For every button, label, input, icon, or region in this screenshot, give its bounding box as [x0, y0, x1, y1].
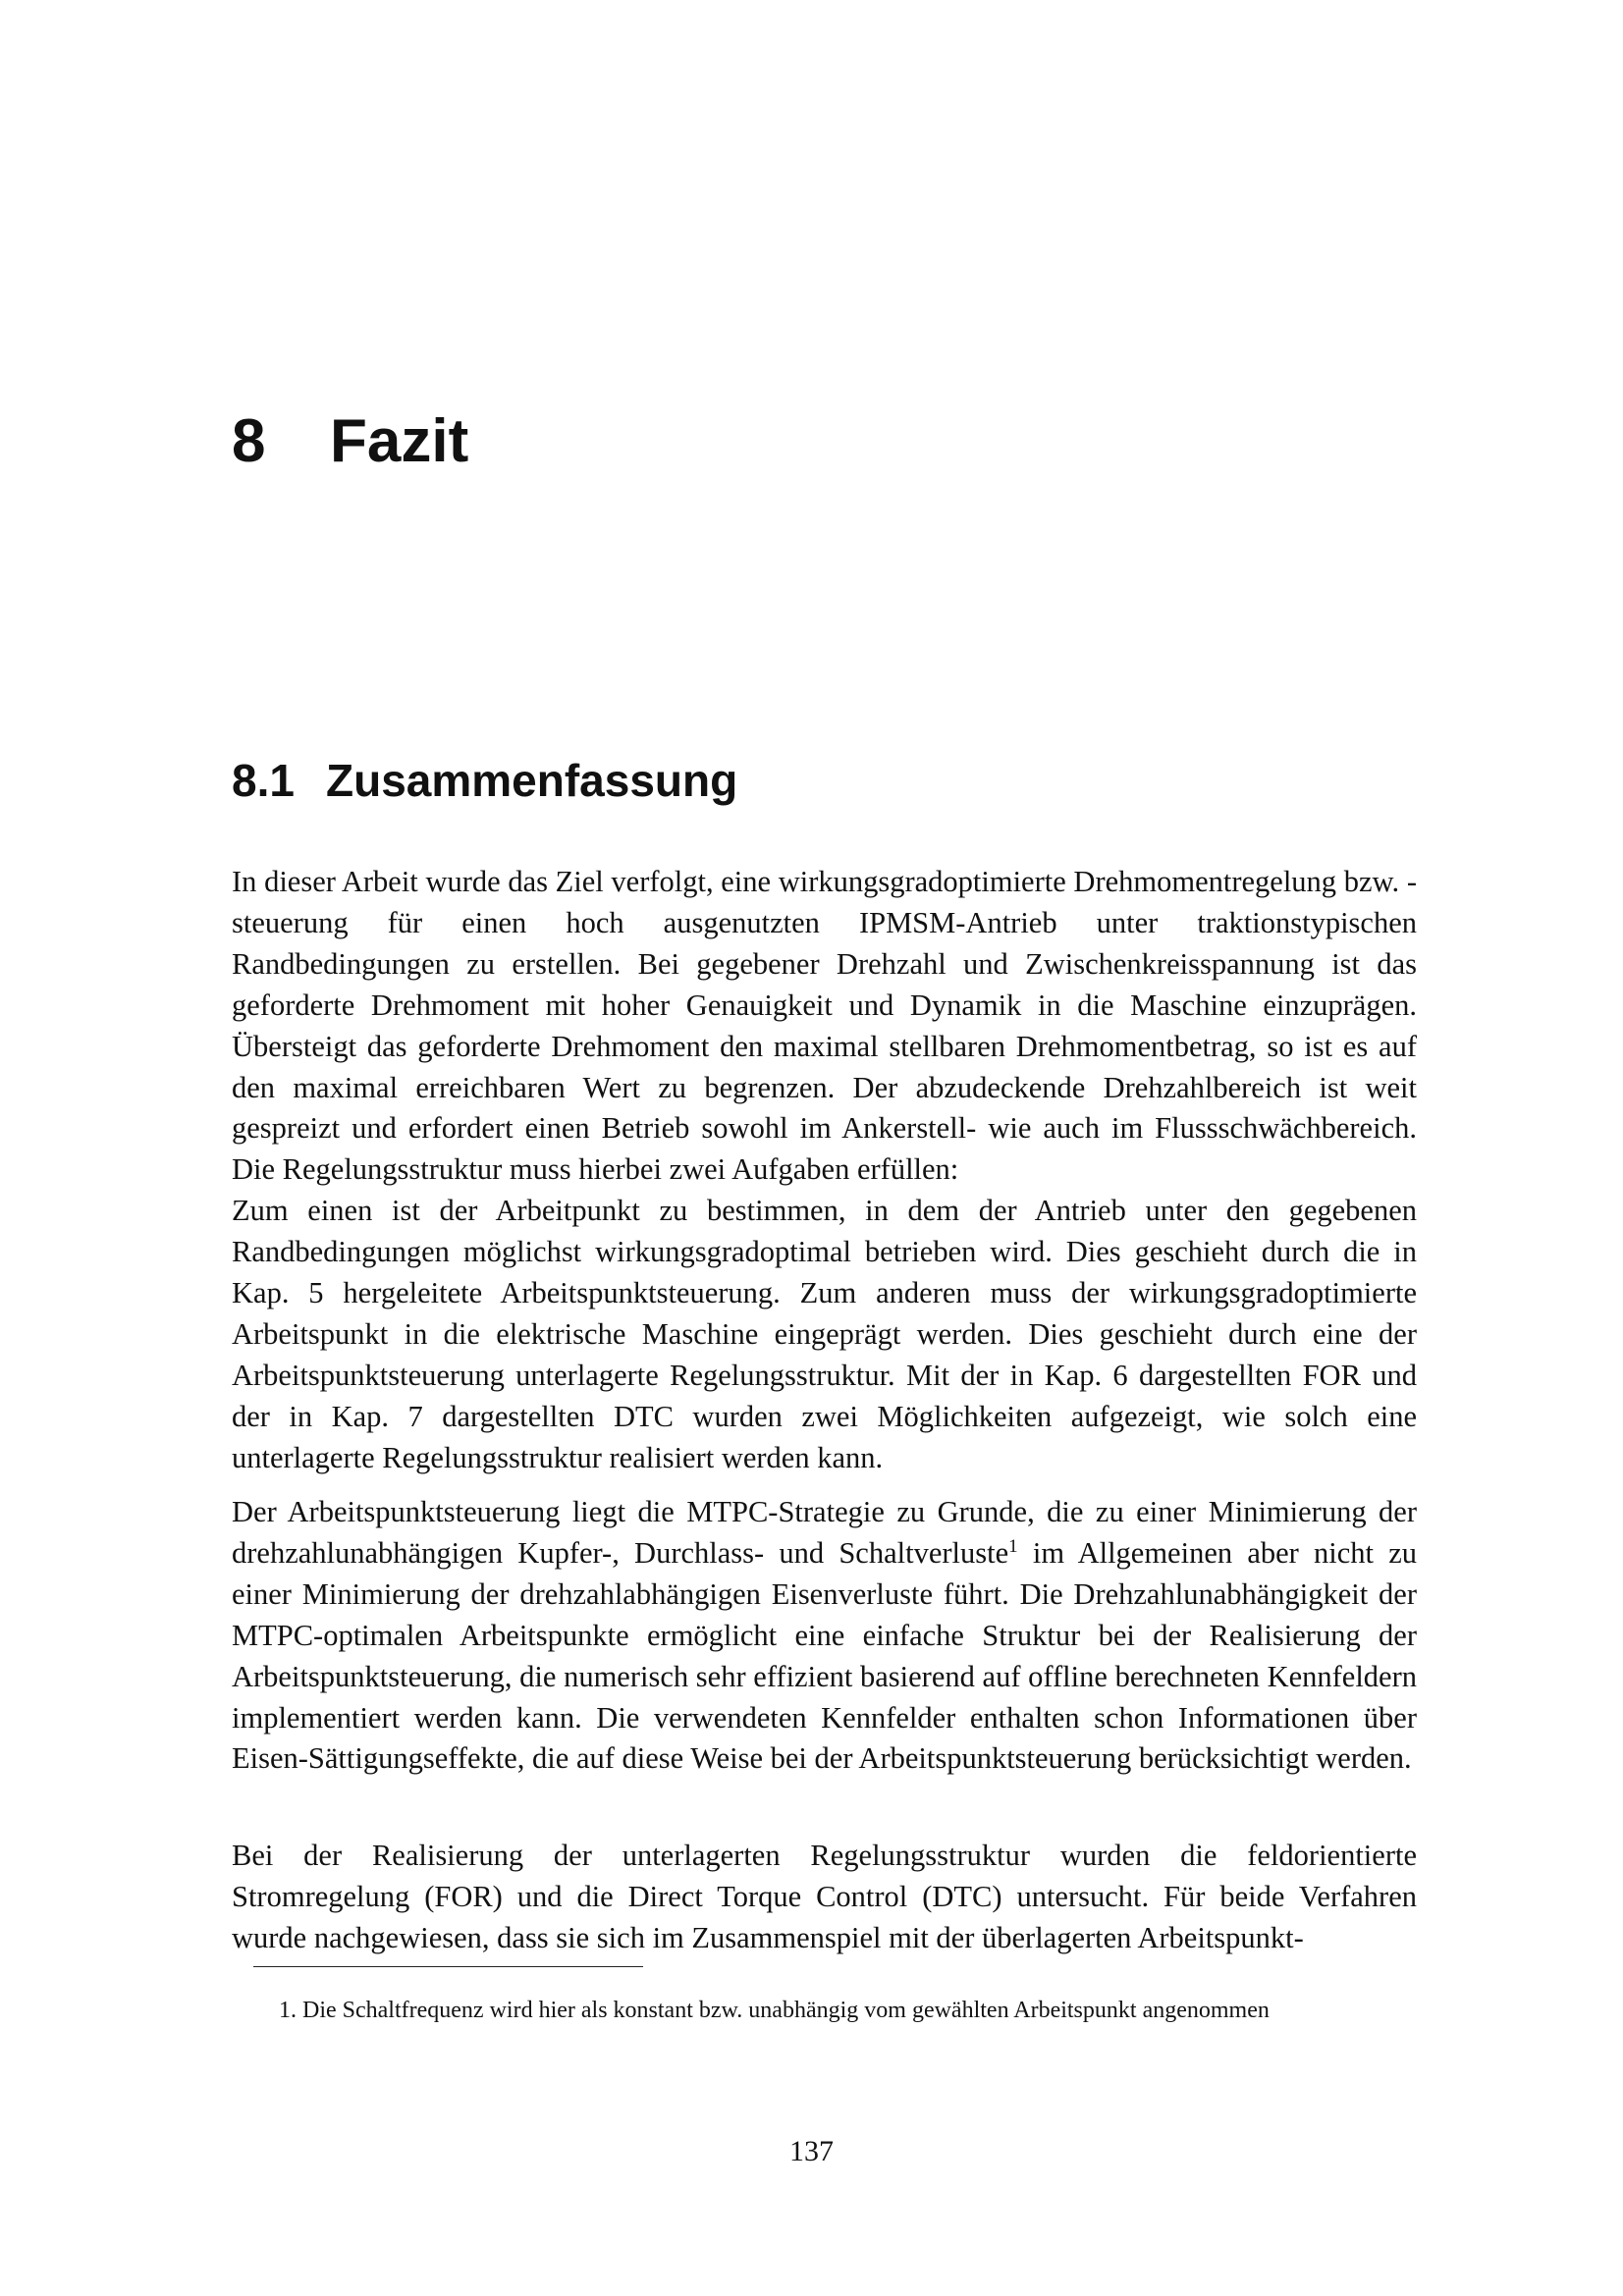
chapter-number: 8 — [232, 407, 266, 475]
section-title: Zusammenfassung — [326, 755, 738, 806]
section-number: 8.1 — [232, 755, 295, 806]
paragraph-3 — [232, 1836, 1417, 1959]
chapter-heading — [232, 404, 468, 479]
footnote-reference[interactable]: 1 — [1008, 1535, 1018, 1557]
paragraph-2 — [232, 1492, 1417, 1780]
page-number: 137 — [789, 2135, 834, 2167]
footnote — [279, 1996, 1388, 2025]
paragraph-1-part-a: In dieser Arbeit wurde das Ziel verfolgt, eine wirkungsgradoptimierte Drehmomentregelung bzw. -steuerung für einen hoch ausgenutzten IPMSM-Antrieb unter traktionstypischen Randbedingungen zu erstellen. Bei gegebener Drehzahl und Zwischenkreisspannung ist das geforderte Drehmoment mit hoher Genauigkeit und Dynamik in die Maschine einzuprägen. Übersteigt das geforderte Drehmoment den maximal stellbaren Drehmomentbetrag, so ist es auf den maximal erreichbaren Wert zu begrenzen. Der abzudeckende Drehzahlbereich ist weit gespreizt und erfordert einen Betrieb sowohl im Ankerstell- wie auch im Flussschwächbereich. Die Regelungsstruktur muss hierbei zwei Aufgaben erfüllen: — [232, 865, 1417, 1187]
paragraph-1-part-b: Zum einen ist der Arbeitpunkt zu bestimmen, in dem der Antrieb unter den gegebenen Randbedingungen möglichst wirkungsgradoptimal betrieben wird. Dies geschieht durch die in Kap. 5 hergeleitete Arbeitspunktsteuerung. Zum anderen muss der wirkungsgradoptimierte Arbeitspunkt in die elektrische Maschine eingeprägt werden. Dies geschieht durch eine der Arbeitspunktsteuerung unterlagerte Regelungsstruktur. Mit der in Kap. 6 dargestellten FOR und der in Kap. 7 dargestellten DTC wurden zwei Möglichkeiten aufgezeigt, wie solch eine unterlagerte Regelungsstruktur realisiert werden kann. — [232, 1194, 1417, 1474]
paragraph-1 — [232, 862, 1417, 1479]
paragraph-2-before-ref: Der Arbeitspunktsteuerung liegt die MTPC-Strategie zu Grunde, die zu einer Minimierung der drehzahlunabhängigen Kupfer-, Durchlass- und Schaltverluste — [232, 1495, 1417, 1570]
section-heading — [232, 752, 737, 809]
chapter-title: Fazit — [330, 407, 469, 475]
paragraph-3-text: Bei der Realisierung der unterlagerten Regelungsstruktur wurden die feldorientierte Stromregelung (FOR) und die Direct Torque Control (DTC) untersucht. Für beide Verfahren wurde nachgewiesen, dass sie sich im Zusammenspiel mit der überlagerten Arbeitspunkt- — [232, 1839, 1417, 1954]
paragraph-2-text — [232, 1492, 1417, 1780]
footnote-divider — [253, 1966, 643, 1967]
footnote-number: 1. — [279, 1998, 297, 2023]
footnote-text: Die Schaltfrequenz wird hier als konstant bzw. unabhängig vom gewählten Arbeitspunkt angenommen — [302, 1998, 1270, 2023]
paragraph-2-after-ref: im Allgemeinen aber nicht zu einer Minimierung der drehzahlabhängigen Eisenverluste führt. Die Drehzahlunabhängigkeit der MTPC-optimalen Arbeitspunkte ermöglicht eine einfache Struktur bei der Realisierung der Arbeitspunktsteuerung, die numerisch sehr effizient basierend auf offline berechneten Kennfeldern implementiert werden kann. Die verwendeten Kennfelder enthalten schon Informationen über Eisen-Sättigungseffekte, die auf diese Weise bei der Arbeitspunktsteuerung berücksichtigt werden. — [232, 1535, 1417, 1776]
